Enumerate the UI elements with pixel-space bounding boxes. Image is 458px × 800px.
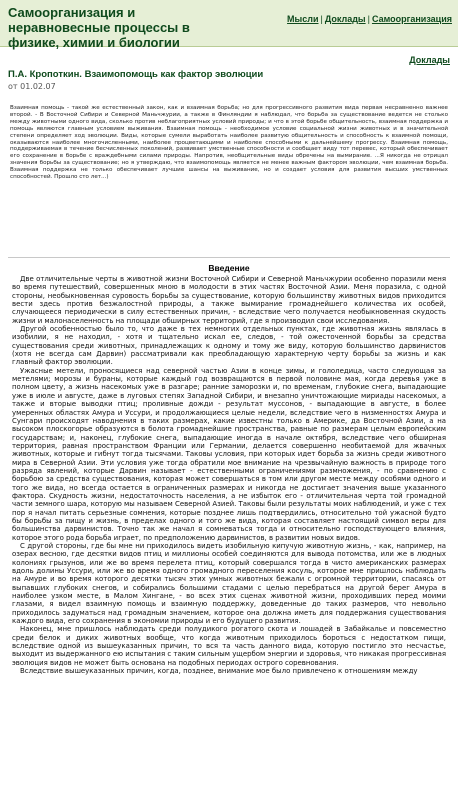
section-title: Введение (208, 263, 250, 273)
body-paragraph: Вследствие вышеуказанных причин, когда, позднее, внимание мое было привлечено к отношениям между (20, 667, 418, 676)
site-title: Самоорганизация и неравновесные процессы в физике, химии и биологии (8, 5, 190, 50)
nav-link-reports[interactable]: Доклады (324, 14, 366, 24)
nav-separator: | (367, 14, 370, 24)
site-header (0, 0, 458, 50)
article-date: от 01.02.07 (8, 82, 56, 91)
nav-link-thoughts[interactable]: Мысли (287, 14, 319, 24)
article-body (12, 275, 446, 800)
body-paragraph: Другой особенностью было то, что даже в тех немногих отдельных пунктах, где животная жизнь являлась в изобилии, я не находил, - хотя и тщательно искал ее, следов, - той ожесточенной борьбы за средства существования среди животных, принадлежащих к одному и тому же виду, которую большинство дарвинистов (хотя не всегда сам Дарвин) рассматривали как преобладающую характерную черту борьбы за жизнь и как главный фактор эволюции. (12, 325, 446, 367)
body-paragraph: Ужасные метели, проносящиеся над северной частью Азии в конце зимы, и гололедица, часто следующая за метелями; морозы и бураны, которые каждый год возвращаются в первой половине мая, когда деревья уже в полном цвету, а жизнь насекомых уже в разгаре; ранние заморозки и, по временам, глубокие снега, выпадающие уже в июле и августе, даже в луговых степях Западной Сибири, и внезапно уничтожающие мириады насекомых, а также и вторые выводки птиц; проливные дожди - результат муссонов, - выпадающие в августе, в более умеренных областях Амура и Уссури, и продолжающиеся целые недели, вследствие чего в низменностях Амура и Сунгари происходят наводнения в таких размерах, какие известны только в Америке, да Восточной Азии, а на высоком плоскогорье образуются в болота громаднейшие пространства, равные по размерам целым европейским государствам; и, наконец, глубокие снега, выпадающие иногда в начале октября, вследствие чего обширная территория, равная пространством Франции или Германии, делается совершенно необитаемой для жвачных животных, которые и гибнут тогда тысячами. Таковы условия, при которых идет борьба за жизнь среди животного мира в Северной Азии. Эти условия уже тогда обратили мое внимание на чрезвычайную важность в природе того разряда явлений, которые Дарвин называет - естественными ограничениями размножения, - по сравнению с борьбою за средства существования, которая может совершаться в том или другом месте между особями одного и того же вида, но всегда остается в ограниченных размерах и никогда не достигает значения выше указанного фактора. Скудность жизни, недостаточность населения, а не избыток его - отличительная черта той громадной части земного шара, которую мы называем Северной Азией. Таковы были результаты моих наблюдений, и уже с тех пор я начал питать серьезные сомнения, которые позднее лишь подтвердились, относительно той ужасной будто бы борьбы за пищу и жизнь, в пределах одного и того же вида, которая составляет настоящий символ веры для большинства дарвинистов. Точно так же начал я сомневаться тогда и относительно господствующего влияния, которое этого рода борьба играет, по предположению дарвинистов, в развитии новых видов. (12, 366, 446, 542)
article-header (0, 61, 458, 91)
top-nav (287, 14, 452, 24)
sub-bar (0, 47, 458, 65)
article-title: П.А. Кропоткин. Взаимопомощь как фактор эволюции (8, 69, 264, 80)
nav-link-selforganization[interactable]: Самоорганизация (371, 14, 452, 24)
nav-separator: | (320, 14, 323, 24)
body-paragraph: С другой стороны, где бы мне ни приходилось видеть изобильную кипучую животную жизнь, - как, например, на озерах весною, где десятки видов птиц и миллионы особей соединяются для вывода потомства, или же в людных колониях грызунов, или же во время перелета птиц, который совершался тогда в чисто американских размерах вдоль долины Уссури, или же во время одного громадного переселения косуль, которое мне пришлось наблюдать на Амуре и во время которого десятки тысяч этих умных животных бежали с огромной территории, спасаясь от выпавших глубоких снегов, и собирались большими стадами с целью перебраться на другой берег Амура в наиболее узком месте, в Малом Хингане, - во всех этих сценах животной жизни, проходивших перед моими глазами, я видел взаимную помощь и взаимную поддержку, доведенные до таких размеров, что невольно приходилось задуматься над громадным значением, которое она должна иметь для поддержания существования каждого вида, его сохранения в экономии природы и его будущего развития. (12, 542, 446, 626)
divider (8, 257, 450, 258)
body-paragraph: Наконец, мне пришлось наблюдать среди полудикого рогатого скота и лошадей в Забайкалье и повсеместно среди белок и диких животных вообще, что когда животным приходилось бороться с недостатком пищи, вследствие одной из вышеуказанных причин, то вся та часть данного вида, которую постигло это несчастье, выходит из выдержанного ею испытания с таким сильным ущербом энергии и здоровья, что никакая прогрессивная эволюция видов не может быть основана на подобных периодах острого соревнования. (12, 625, 446, 667)
reports-link[interactable]: Доклады (409, 55, 450, 65)
body-paragraph: Две отличительные черты в животной жизни Восточной Сибири и Северной Маньчжурии особенно поразили меня во время путешествий, совершенных мною в молодости в этих частях Восточной Азии. Меня поразила, с одной стороны, необыкновенная суровость борьбы за существование, которую большинству животных видов приходится вести здесь против безжалостной природы, а также вымирание громаднейшего количества их особей, случающееся периодически в силу естественных причин, - вследствие чего получается необыкновенная скудость жизни и малонаселенность на площади обширных территорий, где я производил свои исследования. (12, 275, 446, 325)
article-abstract: Взаимная помощь - такой же естественный закон, как и взаимная борьба; но для прогрессивного развития вида первая несравненно важнее второй. - В Восточной Сибири и Северной Маньчжурии, а также в Финляндии я наблюдал, что борьба за существование ведется не столько между животными одного вида, сколько против неблагоприятных условий природы; и что в этой борьбе общительность, взаимная поддержка и помощь являются главным условием выживания. Взаимная помощь - необходимое условие социальной жизни животных и в значительной степени определяет ход эволюции. Виды, которые сумели выработать наиболее развитую общительность и способность к взаимной помощи, оказываются наиболее многочисленными, наиболее процветающими и наиболее способными к дальнейшему прогрессу. Взаимная помощь, поддерживаемая в течение бесчисленных поколений, развивает умственные способности и сообщает виду тот перевес, который обеспечивает его сохранение в борьбе с враждебными силами природы. Напротив, необщительные виды обречены на вымирание. ...Я никогда не отрицал значения борьбы за существование; но я утверждаю, что взаимопомощь является не менее важным фактором эволюции, чем взаимная борьба. Взаимная поддержка не только обеспечивает лучшие шансы на выживание, но и создает условия для развития высших умственных способностей. Прошло сто лет...) (10, 105, 448, 181)
